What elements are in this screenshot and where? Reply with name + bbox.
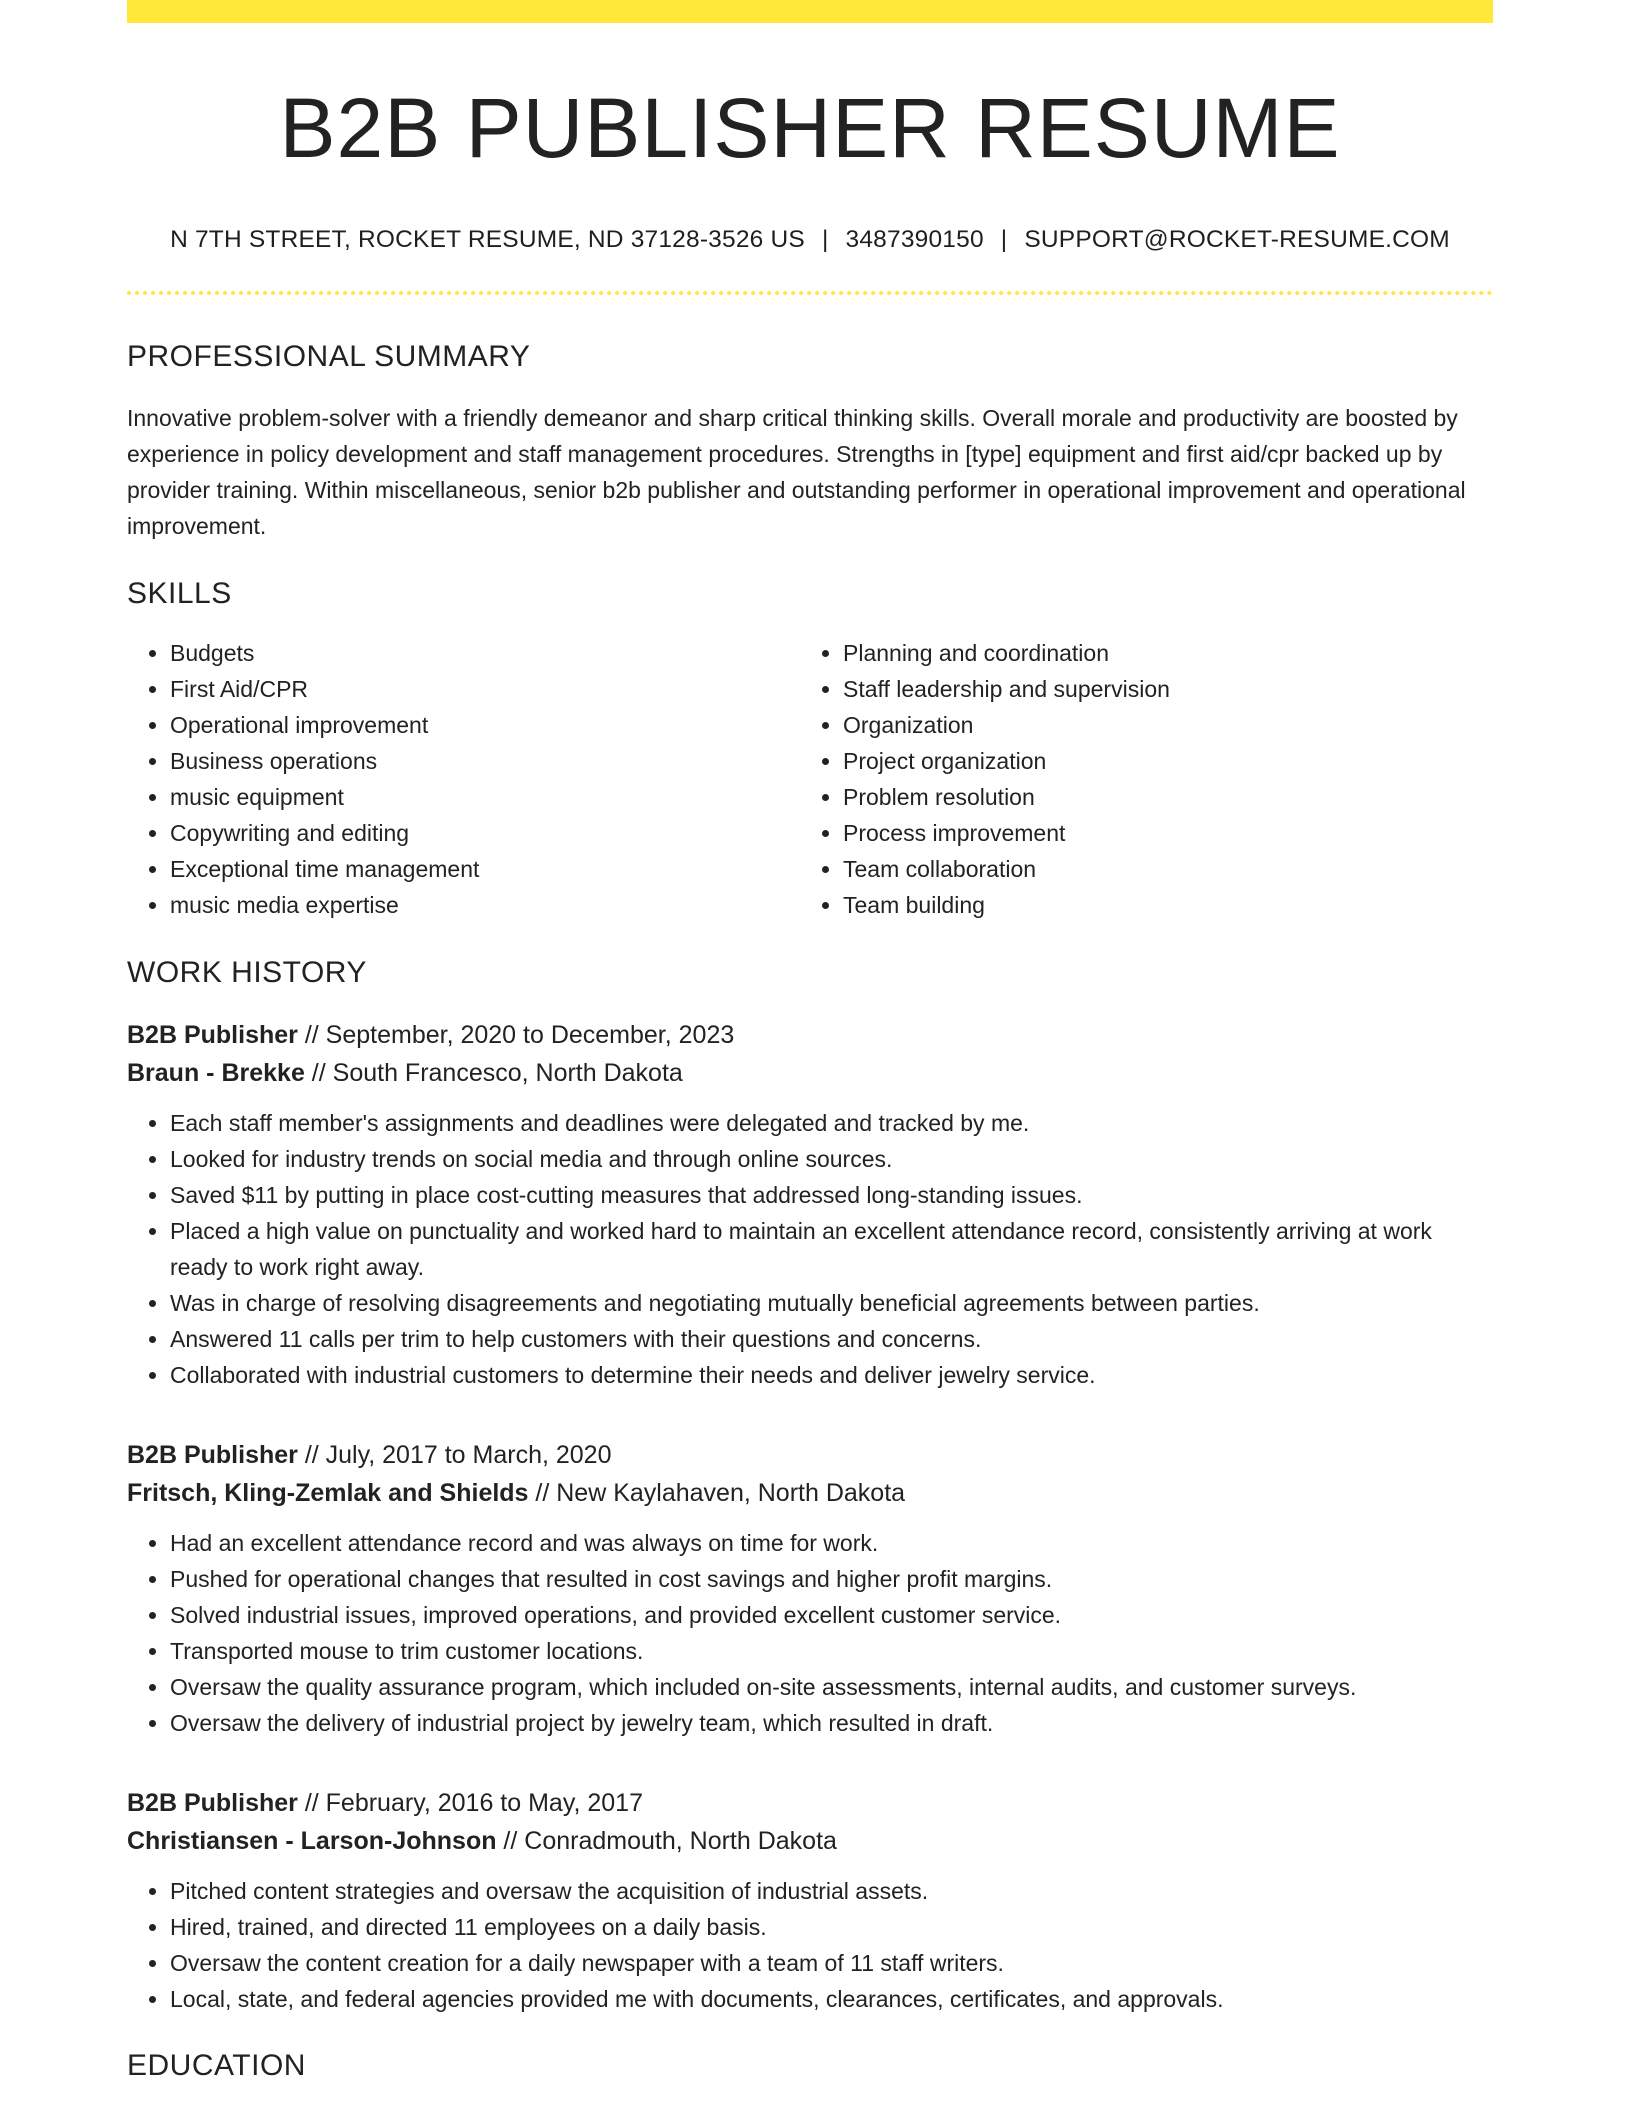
work-history-heading: WORK HISTORY [127, 956, 367, 990]
job-bullets [127, 1525, 1493, 1741]
job-bullet: • Oversaw the delivery of industrial project by jewelry team, which resulted in draft. [170, 1705, 1493, 1741]
education-heading: EDUCATION [127, 2049, 306, 2083]
dotted-divider [127, 291, 1493, 295]
summary-text: Innovative problem-solver with a friendly demeanor and sharp critical thinking skills. Overall morale and productivity are boosted by experience in policy development and staff management procedures. Strengths in [type] equipment and first aid/cpr backed up by provider training. Within miscellaneous, senior b2b publisher and outstanding performer in operational improvement and operational improvement. [127, 405, 1466, 540]
skill-item: • First Aid/CPR [170, 671, 800, 707]
job-bullets [127, 1105, 1493, 1393]
job-entry [127, 1436, 1493, 1741]
contact-separator: | [821, 226, 829, 254]
job-bullet: • Placed a high value on punctuality and worked hard to maintain an excellent attendance record, consistently arriving at work ready to work right away. [170, 1213, 1493, 1285]
skill-item: • Operational improvement [170, 707, 800, 743]
job-bullet: • Was in charge of resolving disagreements and negotiating mutually beneficial agreements between parties. [170, 1285, 1493, 1321]
skill-item: • Copywriting and editing [170, 815, 800, 851]
job-bullet: • Local, state, and federal agencies provided me with documents, clearances, certificates, and approvals. [170, 1981, 1493, 2017]
contact-separator: | [1000, 226, 1008, 254]
contact-line [127, 226, 1493, 254]
job-title-line [127, 1784, 1493, 1822]
skills-list-right [800, 635, 1473, 923]
skill-item: • Business operations [170, 743, 800, 779]
skill-item: • Organization [843, 707, 1473, 743]
skill-item: • Team building [843, 887, 1473, 923]
skill-item: • Exceptional time management [170, 851, 800, 887]
job-bullet: • Looked for industry trends on social media and through online sources. [170, 1141, 1493, 1177]
contact-address: N 7TH STREET, ROCKET RESUME, ND 37128-3526 US [170, 226, 805, 254]
job-entry [127, 1016, 1493, 1393]
skill-item: • music equipment [170, 779, 800, 815]
skill-item: • Process improvement [843, 815, 1473, 851]
job-bullet: • Each staff member's assignments and deadlines were delegated and tracked by me. [170, 1105, 1493, 1141]
job-company: Braun - Brekke [127, 1059, 305, 1088]
skill-item: • Problem resolution [843, 779, 1473, 815]
job-bullet: • Answered 11 calls per trim to help customers with their questions and concerns. [170, 1321, 1493, 1357]
job-bullet: • Oversaw the content creation for a daily newspaper with a team of 11 staff writers. [170, 1945, 1493, 1981]
summary-heading: PROFESSIONAL SUMMARY [127, 340, 531, 374]
job-dates: // September, 2020 to December, 2023 [297, 1021, 735, 1050]
job-bullet: • Oversaw the quality assurance program, which included on-site assessments, internal audits, and customer surveys. [170, 1669, 1493, 1705]
job-location: // Conradmouth, North Dakota [496, 1827, 837, 1856]
skill-item: • music media expertise [170, 887, 800, 923]
resume-title: B2B PUBLISHER RESUME [279, 81, 1341, 175]
skill-item: • Project organization [843, 743, 1473, 779]
job-bullet: • Solved industrial issues, improved operations, and provided excellent customer service. [170, 1597, 1493, 1633]
skills-grid [127, 635, 1493, 923]
job-company: Christiansen - Larson-Johnson [127, 1827, 497, 1856]
skill-item: • Team collaboration [843, 851, 1473, 887]
contact-phone: 3487390150 [845, 226, 984, 254]
job-bullet: • Collaborated with industrial customers to determine their needs and deliver jewelry service. [170, 1357, 1493, 1393]
skill-item: • Staff leadership and supervision [843, 671, 1473, 707]
resume-content [127, 0, 1493, 2083]
top-accent-bar [127, 0, 1493, 23]
skills-list-left [127, 635, 800, 923]
job-title: B2B Publisher [127, 1789, 298, 1818]
job-bullet: • Pitched content strategies and oversaw the acquisition of industrial assets. [170, 1873, 1493, 1909]
job-title: B2B Publisher [127, 1441, 298, 1470]
job-entry [127, 1784, 1493, 2017]
job-title: B2B Publisher [127, 1021, 298, 1050]
job-location: // New Kaylahaven, North Dakota [528, 1479, 906, 1508]
contact-email: SUPPORT@ROCKET-RESUME.COM [1024, 226, 1450, 254]
skill-item: • Planning and coordination [843, 635, 1473, 671]
job-company-line [127, 1474, 1493, 1512]
job-bullet: • Pushed for operational changes that resulted in cost savings and higher profit margins. [170, 1561, 1493, 1597]
job-bullets [127, 1873, 1493, 2017]
job-dates: // February, 2016 to May, 2017 [297, 1789, 643, 1818]
job-title-line [127, 1016, 1493, 1054]
skill-item: • Budgets [170, 635, 800, 671]
job-company: Fritsch, Kling-Zemlak and Shields [127, 1479, 529, 1508]
job-bullet: • Transported mouse to trim customer locations. [170, 1633, 1493, 1669]
skills-heading: SKILLS [127, 577, 232, 611]
job-bullet: • Had an excellent attendance record and was always on time for work. [170, 1525, 1493, 1561]
job-bullet: • Hired, trained, and directed 11 employees on a daily basis. [170, 1909, 1493, 1945]
job-title-line [127, 1436, 1493, 1474]
job-location: // South Francesco, North Dakota [304, 1059, 683, 1088]
job-company-line [127, 1822, 1493, 1860]
job-dates: // July, 2017 to March, 2020 [297, 1441, 612, 1470]
job-company-line [127, 1054, 1493, 1092]
job-bullet: • Saved $11 by putting in place cost-cutting measures that addressed long-standing issues. [170, 1177, 1493, 1213]
